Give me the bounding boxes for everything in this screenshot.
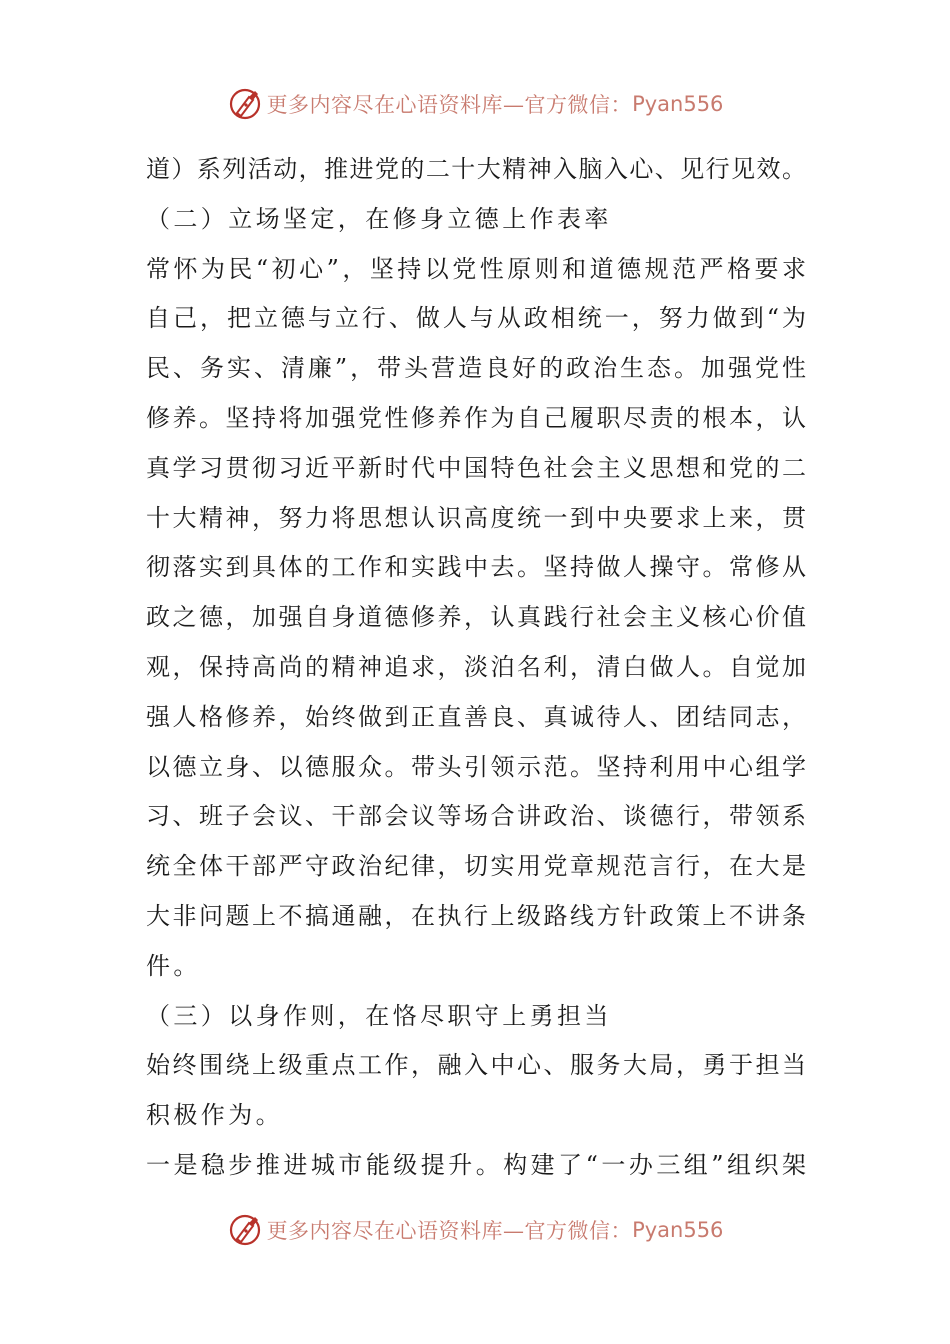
- watermark-text: 更多内容尽在心语资料库—官方微信：: [266, 1219, 633, 1243]
- pen-nib-logo-icon: [227, 1212, 263, 1248]
- body-line: （二）立场坚定，在修身立德上作表率: [146, 204, 612, 233]
- body-line: 彻落实到具体的工作和实践中去。坚持做人操守。常修从: [146, 553, 806, 582]
- body-line: 自己，把立德与立行、做人与从政相统一，努力做到“为: [146, 304, 806, 333]
- body-line: 以德立身、以德服众。带头引领示范。坚持利用中心组学: [146, 752, 806, 781]
- body-line: 观，保持高尚的精神追求，淡泊名利，清白做人。自觉加: [146, 652, 806, 681]
- body-line: （三）以身作则，在恪尽职守上勇担当: [146, 1001, 612, 1030]
- header-watermark: [0, 84, 950, 124]
- body-line: 件。: [146, 951, 201, 980]
- body-line: 道）系列活动，推进党的二十大精神入脑入心、见行见效。: [146, 155, 806, 183]
- watermark-text: 更多内容尽在心语资料库—官方微信：: [266, 93, 633, 117]
- body-line: 真学习贯彻习近平新时代中国特色社会主义思想和党的二: [146, 453, 806, 482]
- body-line: 修养。坚持将加强党性修养作为自己履职尽责的根本，认: [146, 403, 806, 432]
- footer-watermark: [0, 1210, 950, 1250]
- body-line: 十大精神，努力将思想认识高度统一到中央要求上来，贯: [146, 503, 806, 532]
- body-line: 一是稳步推进城市能级提升。构建了“一办三组”组织架: [146, 1150, 806, 1179]
- pen-nib-logo-icon: [227, 86, 263, 122]
- body-line: 统全体干部严守政治纪律，切实用党章规范言行，在大是: [146, 852, 806, 881]
- body-line: 民、务实、清廉”，带头营造良好的政治生态。加强党性: [146, 354, 806, 383]
- document-body: [146, 145, 806, 1191]
- body-line: 习、班子会议、干部会议等场合讲政治、谈德行，带领系: [146, 802, 806, 831]
- watermark-brand: Pyan556: [632, 1218, 724, 1242]
- body-line: 政之德，加强自身道德修养，认真践行社会主义核心价值: [146, 603, 806, 632]
- body-line: 始终围绕上级重点工作，融入中心、服务大局，勇于担当: [146, 1051, 806, 1080]
- body-line: 常怀为民“初心”，坚持以党性原则和道德规范严格要求: [146, 254, 806, 283]
- body-line: 积极作为。: [146, 1101, 283, 1130]
- body-line: 大非问题上不搞通融，在执行上级路线方针政策上不讲条: [146, 901, 806, 930]
- body-line: 强人格修养，始终做到正直善良、真诚待人、团结同志，: [146, 702, 806, 731]
- watermark-brand: Pyan556: [632, 92, 724, 116]
